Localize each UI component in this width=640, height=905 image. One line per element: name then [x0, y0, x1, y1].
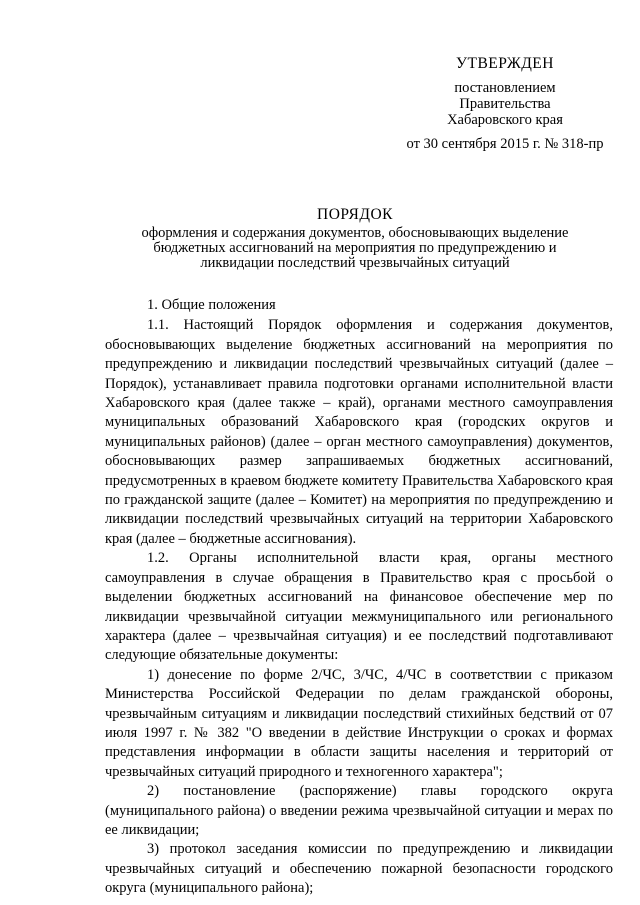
section-heading: 1. Общие положения	[147, 297, 276, 313]
approval-stamp	[400, 56, 610, 152]
list-item: 1) донесение по форме 2/ЧС, 3/ЧС, 4/ЧС в соответствии с приказом Министерства Российской Федерации по делам гражданской обороны, чрезвычайным ситуациям и ликвидации последствий стихийных бедствий от 07 июля 1997 г. № 382 "О введении в действие Инструкции о сроках и формах представления информации в области защиты населения и территорий от чрезвычайных ситуаций природного и техногенного характера";	[105, 666, 613, 780]
document-subtitle	[105, 226, 605, 271]
list-item: 2) постановление (распоряжение) главы городского округа (муниципального района) о введении режима чрезвычайной ситуации и мерах по ее ликвидации;	[105, 783, 613, 838]
approval-date: от 30 сентября 2015 г. № 318-пр	[406, 136, 604, 152]
subtitle-line: ликвидации последствий чрезвычайных ситуаций	[200, 255, 510, 271]
approval-title: УТВЕРЖДЕН	[456, 55, 554, 72]
list-item: 3) протокол заседания комиссии по предупреждению и ликвидации чрезвычайных ситуаций и обеспечению пожарной безопасности городского округа (муниципального района);	[105, 841, 613, 897]
subtitle-line: оформления и содержания документов, обосновывающих выделение	[141, 225, 569, 241]
document-title: ПОРЯДОК	[317, 206, 393, 223]
document-body	[105, 296, 613, 899]
approval-line-3: Хабаровского края	[447, 112, 563, 128]
subtitle-line: бюджетных ассигнований на мероприятия по предупреждению и	[153, 240, 557, 256]
paragraph-1-2: 1.2. Органы исполнительной власти края, органы местного самоуправления в случае обращения в Правительство края с просьбой о выделении бюджетных ассигнований на финансовое обеспечение мер по ликвидации чрезвычайной ситуации межмуниципального или регионального характера (далее – чрезвычайная ситуация) и ее последствий подготавливают следующие обязательные документы:	[105, 550, 613, 664]
approval-line-2: Правительства	[459, 96, 551, 112]
paragraph-1-1: 1.1. Настоящий Порядок оформления и содержания документов, обосновывающих выделение бюджетных ассигнований на мероприятия по предупреждению и ликвидации последствий чрезвычайных ситуаций (далее – Порядок), устанавливает правила подготовки органами исполнительной власти Хабаровского края (далее также – край), органами местного самоуправления муниципальных образований Хабаровского края (городских округов и муниципальных районов) (далее – орган местного самоуправления) документов, обосновывающих размер запрашиваемых бюджетных ассигнований, предусмотренных в краевом бюджете комитету Правительства Хабаровского края по гражданской защите (далее – Комитет) на мероприятия по предупреждению и ликвидации последствий чрезвычайных ситуаций на территории Хабаровского края (далее – бюджетные ассигнования).	[105, 317, 613, 547]
approval-line-1: постановлением	[454, 80, 556, 96]
